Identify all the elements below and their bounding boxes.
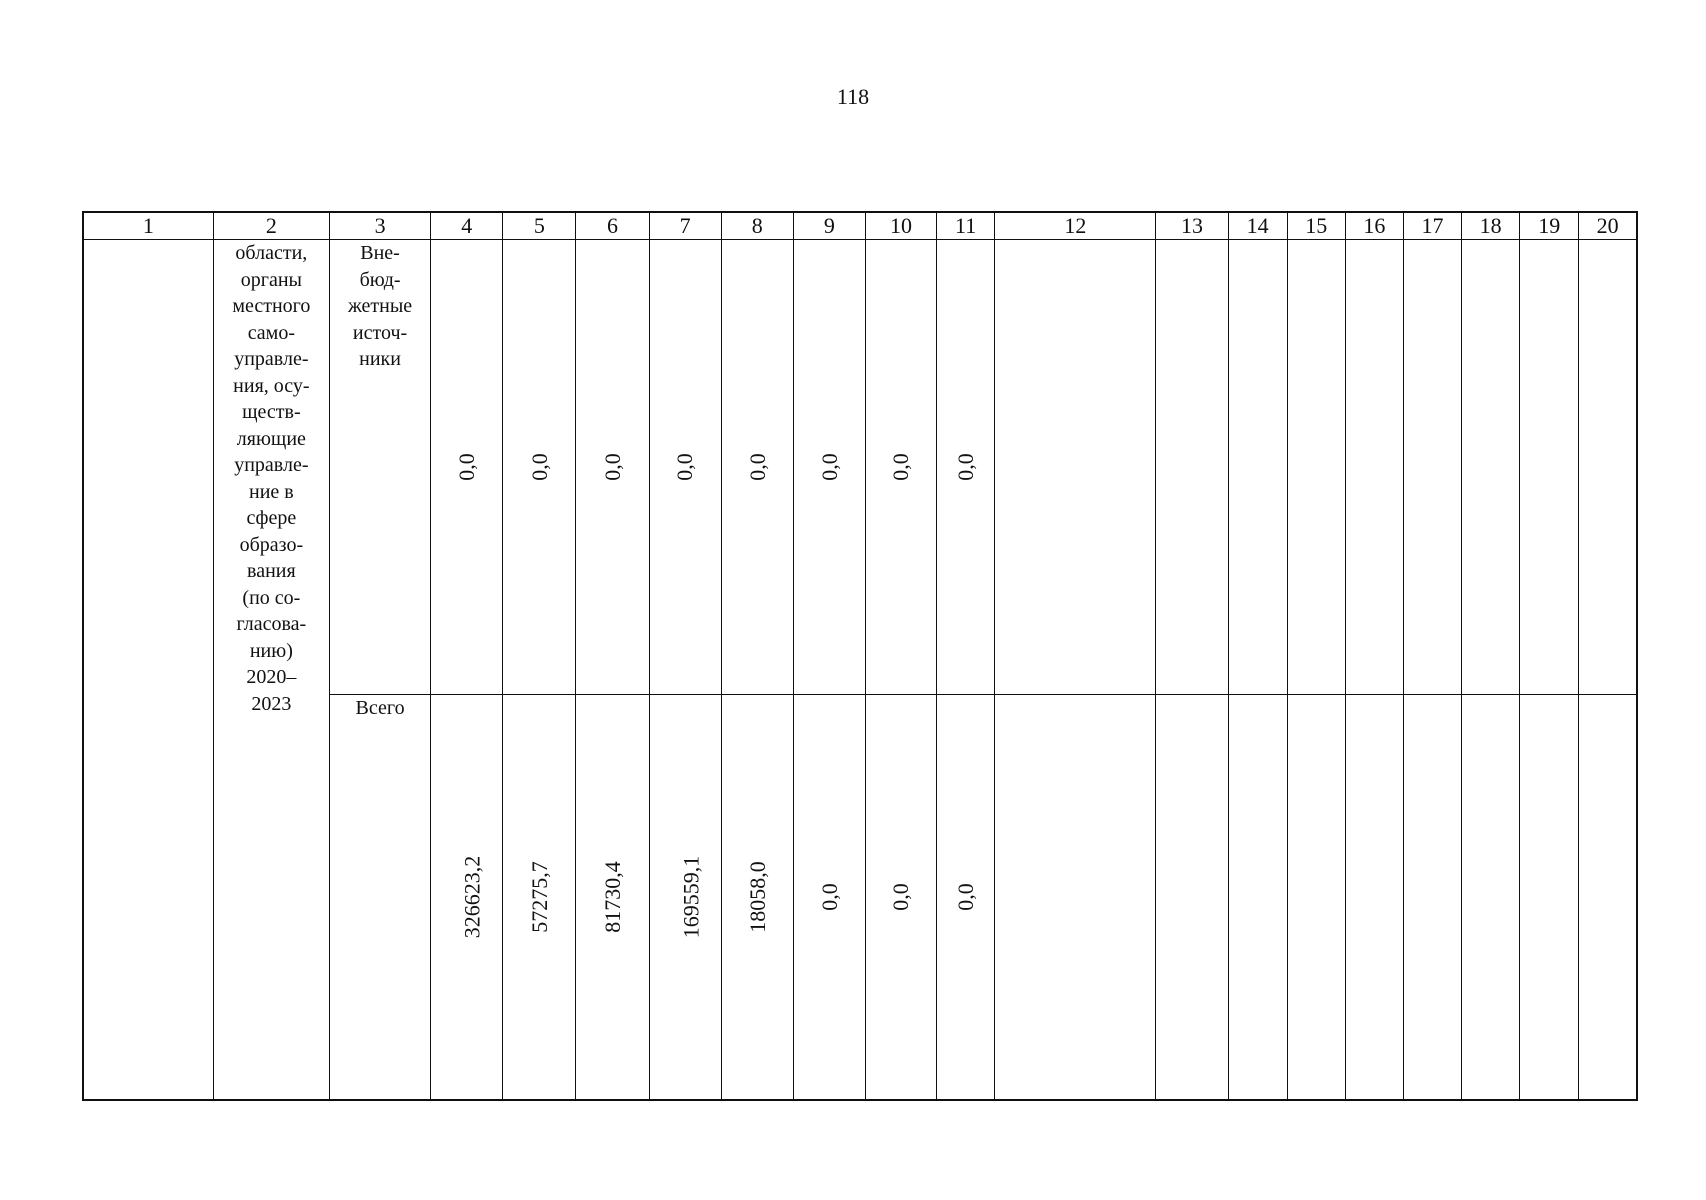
column-number: 1 [83, 212, 213, 240]
value-cell [431, 240, 503, 695]
column-number: 20 [1579, 212, 1637, 240]
empty-cell [1462, 695, 1520, 1100]
empty-cell [1520, 240, 1579, 695]
value-cell [503, 240, 576, 695]
empty-cell [1520, 695, 1579, 1100]
value-cell [503, 695, 576, 1100]
column-number: 3 [329, 212, 430, 240]
column-number: 2 [213, 212, 329, 240]
value-text: 0,0 [453, 453, 479, 481]
executor-line: области, [235, 242, 308, 265]
funding-source-line: источ- [352, 321, 408, 344]
column-number: 4 [431, 212, 503, 240]
empty-cell [1156, 240, 1228, 695]
executor-line: ние в [248, 480, 294, 503]
value-cell [721, 240, 793, 695]
column-number: 10 [865, 212, 936, 240]
value-cell [576, 240, 649, 695]
empty-cell [1228, 695, 1287, 1100]
funding-source-line: ники [359, 348, 401, 371]
value-cell [649, 240, 721, 695]
executor-line: ния, осу- [233, 374, 310, 397]
empty-cell [1345, 695, 1403, 1100]
value-text: 0,0 [952, 883, 978, 911]
funding-source-line: жетные [347, 295, 413, 318]
column-number: 12 [995, 212, 1156, 240]
executor-line: нию) [249, 639, 293, 662]
empty-cell [1462, 240, 1520, 695]
column-number: 16 [1345, 212, 1403, 240]
value-text: 81730,4 [599, 861, 625, 933]
value-cell [937, 695, 995, 1100]
funding-source-cell [329, 695, 430, 1100]
executor-line: органы [240, 268, 302, 291]
column-number: 5 [503, 212, 576, 240]
executor-line: само- [247, 321, 296, 344]
value-text: 0,0 [952, 453, 978, 481]
empty-cell [1287, 695, 1345, 1100]
executor-line: 2020– [246, 666, 297, 689]
empty-cell [1579, 695, 1637, 1100]
value-cell [431, 695, 503, 1100]
executor-line: гласова- [236, 613, 307, 636]
executor-line: местного [232, 295, 311, 318]
column-number: 15 [1287, 212, 1345, 240]
column-number: 17 [1403, 212, 1461, 240]
executor-line: управле- [234, 348, 309, 371]
value-cell [865, 695, 936, 1100]
page-number: 118 [836, 84, 870, 109]
funding-source-cell [329, 240, 430, 695]
empty-cell [1403, 695, 1461, 1100]
value-text: 0,0 [526, 453, 552, 481]
column-number: 13 [1156, 212, 1228, 240]
value-text: 326623,2 [459, 855, 485, 939]
empty-cell [1579, 240, 1637, 695]
value-cell [793, 240, 865, 695]
column-number: 14 [1228, 212, 1287, 240]
value-text: 0,0 [816, 883, 842, 911]
funding-source-line: бюд- [359, 268, 401, 291]
funding-source-line: Всего [355, 697, 405, 720]
empty-cell [1156, 695, 1228, 1100]
column-number: 9 [793, 212, 865, 240]
executor-line: вания [247, 560, 296, 583]
empty-cell [1228, 240, 1287, 695]
column-number: 7 [649, 212, 721, 240]
executor-line: управле- [234, 454, 309, 477]
empty-cell [1403, 240, 1461, 695]
executor-line: образо- [239, 533, 304, 556]
value-text: 0,0 [599, 453, 625, 481]
value-cell [649, 695, 721, 1100]
executor-cell [213, 240, 329, 1100]
executor-line: ляющие [236, 427, 306, 450]
value-cell [721, 695, 793, 1100]
executor-line: (по со- [242, 586, 301, 609]
value-text: 0,0 [888, 453, 913, 481]
empty-cell [83, 240, 213, 1100]
value-text: 0,0 [744, 453, 770, 481]
value-text: 18058,0 [744, 861, 770, 933]
executor-line: ществ- [242, 401, 301, 424]
value-cell [937, 240, 995, 695]
column-number: 11 [937, 212, 995, 240]
value-text: 57275,7 [526, 861, 552, 933]
column-number: 8 [721, 212, 793, 240]
funding-source-line: Вне- [360, 242, 400, 265]
value-cell [793, 695, 865, 1100]
executor-line: 2023 [251, 692, 292, 715]
empty-cell [995, 695, 1156, 1100]
table-row [83, 240, 1637, 695]
column-number: 19 [1520, 212, 1579, 240]
column-number-row [83, 212, 1637, 240]
value-text: 0,0 [816, 453, 842, 481]
value-text: 0,0 [888, 883, 913, 911]
value-cell [865, 240, 936, 695]
value-cell [576, 695, 649, 1100]
empty-cell [1345, 240, 1403, 695]
executor-line: сфере [246, 507, 297, 530]
value-text: 0,0 [672, 453, 698, 481]
value-text: 169559,1 [677, 855, 703, 939]
empty-cell [1287, 240, 1345, 695]
empty-cell [995, 240, 1156, 695]
column-number: 6 [576, 212, 649, 240]
column-number: 18 [1462, 212, 1520, 240]
budget-table [82, 211, 1638, 1101]
